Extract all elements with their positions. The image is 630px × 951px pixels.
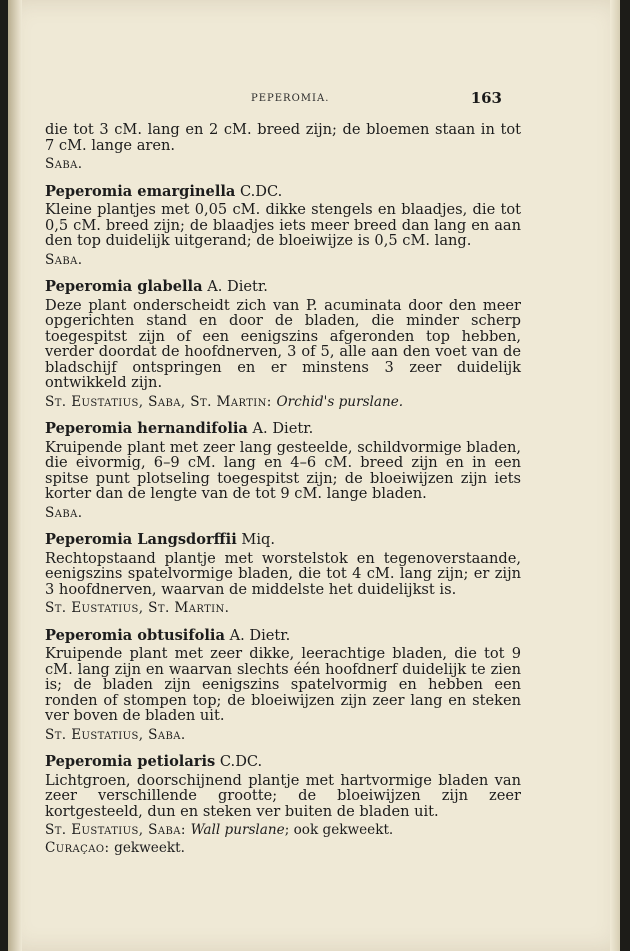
species-entry xyxy=(45,184,521,269)
page-gutter xyxy=(8,0,22,951)
footer-place: Curaçao: xyxy=(45,839,110,856)
species-location xyxy=(45,601,521,617)
location-text: St. Eustatius, Saba: xyxy=(45,822,186,838)
common-name: Wall purslane xyxy=(190,822,285,838)
species-heading xyxy=(45,279,521,295)
footer-note: gekweekt. xyxy=(114,839,185,856)
species-author: Miq. xyxy=(241,531,275,548)
species-description: Kruipende plant met zeer dikke, leerachtige bladen, die tot 9 cM. lang zijn en waarvan slechts één hoofdnerf duidelijk te zien is; de bladen zijn eenigszins spatelvormig en hebben een ronden of stompen top; de bloeiwijzen zijn zeer lang en steken ver boven de bladen uit. xyxy=(45,645,521,724)
intro-location: Saba. xyxy=(45,156,83,172)
species-name: Peperomia obtusifolia xyxy=(45,626,225,644)
intro-text: die tot 3 cM. lang en 2 cM. breed zijn; de bloemen staan in tot 7 cM. lange aren. xyxy=(45,121,521,154)
species-name: Peperomia Langsdorffii xyxy=(45,531,237,548)
species-author: A. Dietr. xyxy=(207,278,268,295)
species-location xyxy=(45,395,521,411)
species-description: Rechtopstaand plantje met worstelstok en tegenoverstaande, eenigszins spatelvormige bladen, die tot 4 cM. lang zijn; er zijn 3 hoofdnerven, waarvan de middelste het duidelijkst is. xyxy=(45,549,521,598)
common-name: Orchid's purslane. xyxy=(276,393,404,410)
location-text: St. Eustatius, St. Martin. xyxy=(45,600,230,616)
species-location xyxy=(45,506,521,522)
location-text: Saba. xyxy=(45,251,83,268)
page-number: 163 xyxy=(470,89,502,107)
species-heading xyxy=(45,184,521,200)
species-heading xyxy=(45,754,521,770)
species-author: C.DC. xyxy=(219,753,263,770)
book-page xyxy=(8,0,620,951)
species-name: Peperomia petiolaris xyxy=(45,753,216,770)
species-name: Peperomia emarginella xyxy=(45,182,236,200)
species-author: A. Dietr. xyxy=(229,626,291,644)
species-description: Kleine plantjes met 0,05 cM. dikke stengels en blaadjes, die tot 0,5 cM. breed zijn; de blaadjes iets meer breed dan lang en aan den top duidelijk uitgerand; de bloeiwijze is 0,5 cM. lang. xyxy=(45,201,521,249)
species-author: A. Dietr. xyxy=(252,420,314,437)
running-head: PEPEROMIA. xyxy=(251,93,330,104)
location-extra: ; ook gekweekt. xyxy=(284,822,394,838)
location-text: St. Eustatius, Saba, St. Martin: xyxy=(45,393,272,410)
intro-block xyxy=(45,122,521,173)
species-name: Peperomia hernandifolia xyxy=(45,420,248,437)
species-location xyxy=(45,823,521,839)
species-name: Peperomia glabella xyxy=(45,278,203,295)
species-author: C.DC. xyxy=(240,182,283,200)
location-text: St. Eustatius, Saba. xyxy=(45,726,186,743)
species-entry xyxy=(45,754,521,856)
species-location xyxy=(45,728,521,744)
species-description: Deze plant onderscheidt zich van P. acuminata door den meer opgerichten stand en door de bladen, die minder scherp toegespitst zijn of een eenigszins afgeronden top hebben, verder doordat de hoofdnerven, 3 of 5, alle aan den voet van de bladschijf ontspringen en er minstens 3 zeer duidelijk ontwikkeld zijn. xyxy=(45,296,521,391)
species-entry xyxy=(45,628,521,744)
footer-location xyxy=(45,841,521,857)
species-heading xyxy=(45,532,521,548)
page-content xyxy=(45,122,521,856)
page-edge xyxy=(610,0,620,951)
species-description: Kruipende plant met zeer lang gesteelde, schildvormige bladen, die eivormig, 6–9 cM. lang en 4–6 cM. breed zijn en in een spitse punt plotseling toegespitst zijn; de bloeiwijzen zijn iets korter dan de lengte van de tot 9 cM. lange bladen. xyxy=(45,438,521,502)
species-heading xyxy=(45,421,521,437)
species-location xyxy=(45,253,521,269)
species-entry xyxy=(45,279,521,410)
species-heading xyxy=(45,628,521,644)
species-description: Lichtgroen, doorschijnend plantje met hartvormige bladen van zeer verschillende grootte; de bloeiwijzen zijn zeer kortgesteeld, dun en steken ver buiten de bladen uit. xyxy=(45,771,521,820)
location-text: Saba. xyxy=(45,504,83,521)
species-entry xyxy=(45,532,521,617)
species-entry xyxy=(45,421,521,521)
